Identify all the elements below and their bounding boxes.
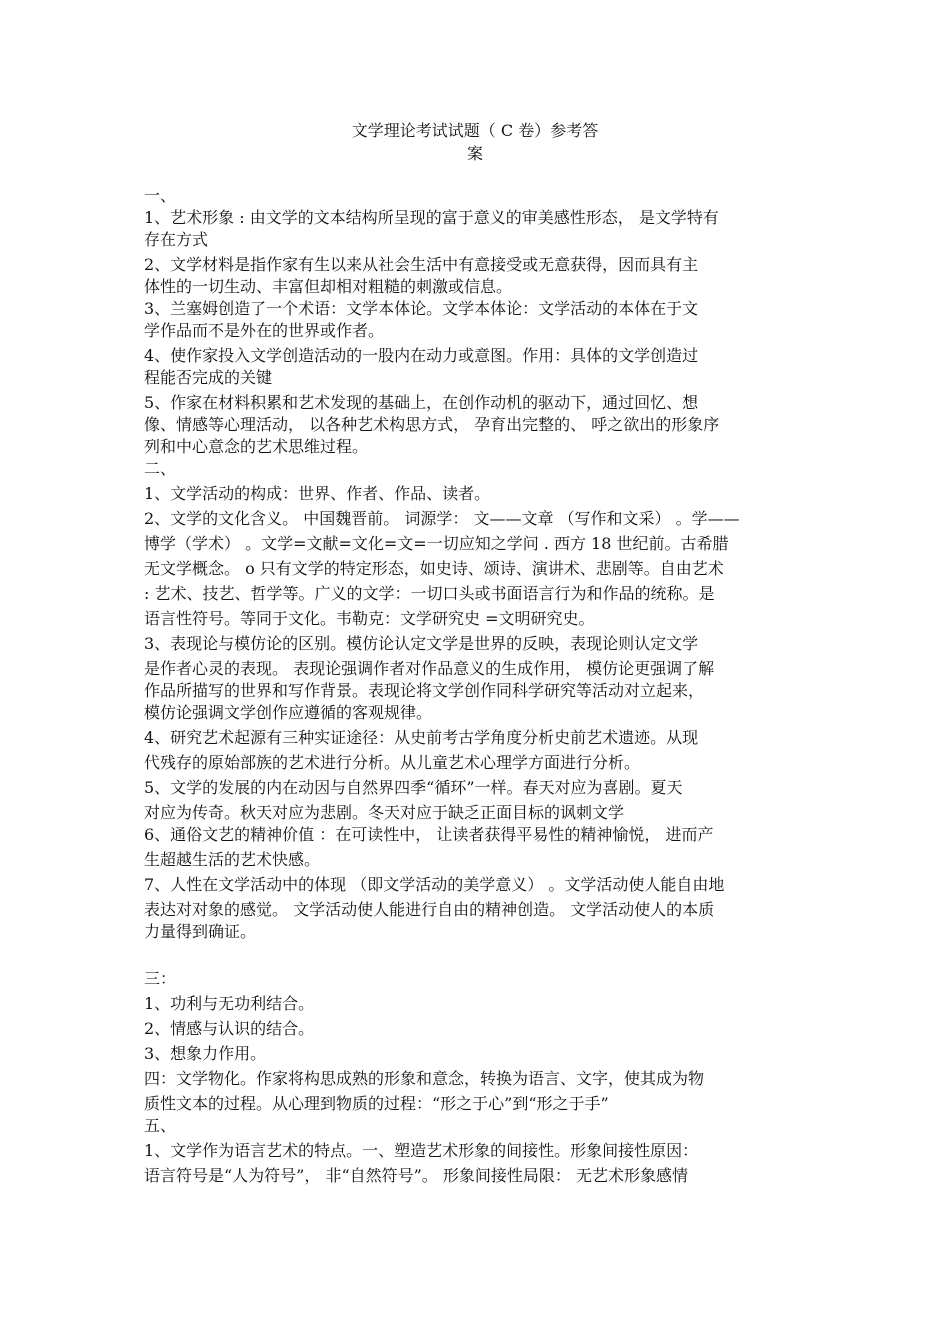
text-line: 2、文学的文化含义。 中国魏晋前。 词源学： 文——文章 （写作和文采） 。学—— bbox=[144, 509, 740, 528]
text-line bbox=[144, 943, 810, 965]
text-line: 学作品而不是外在的世界或作者。 bbox=[144, 321, 385, 340]
text-line: 1、功利与无功利结合。 bbox=[144, 994, 315, 1013]
text-line: 模仿论强调文学创作应遵循的客观规律。 bbox=[144, 703, 433, 722]
text-line: 语言性符号。等同于文化。韦勒克：文学研究史 =文明研究史。 bbox=[144, 609, 595, 628]
text-line: 语言符号是“人为符号”， 非“自然符号”。 形象间接性局限： 无艺术形象感情 bbox=[144, 1166, 688, 1185]
text-line: 二、 bbox=[144, 459, 177, 478]
text-line: 三： bbox=[144, 969, 177, 988]
text-line: 存在方式 bbox=[144, 230, 209, 249]
text-line: 像、情感等心理活动， 以各种艺术构思方式， 孕育出完整的、 呼之欲出的形象序 bbox=[144, 415, 720, 434]
text-line: 1、文学作为语言艺术的特点。一、塑造艺术形象的间接性。形象间接性原因： bbox=[144, 1141, 699, 1160]
text-line: 2、情感与认识的结合。 bbox=[144, 1019, 315, 1038]
text-line: 1、艺术形象 : 由文学的文本结构所呈现的富于意义的审美感性形态， 是文学特有 bbox=[144, 208, 719, 227]
text-line: 3、想象力作用。 bbox=[144, 1044, 267, 1063]
text-line: 2、文学材料是指作家有生以来从社会生活中有意接受或无意获得，因而具有主 bbox=[144, 255, 699, 274]
text-line: 力量得到确证。 bbox=[144, 922, 257, 941]
text-line: 4、使作家投入文学创造活动的一股内在动力或意图。作用：具体的文学创造过 bbox=[144, 346, 699, 365]
text-line: : 艺术、技艺、哲学等。广义的文学：一切口头或书面语言行为和作品的统称。是 bbox=[144, 584, 715, 603]
text-line: 列和中心意念的艺术思维过程。 bbox=[144, 437, 369, 456]
text-line: 表达对对象的感觉。 文学活动使人能进行自由的精神创造。 文学活动使人的本质 bbox=[144, 900, 715, 919]
text-line: 代残存的原始部族的艺术进行分析。从儿童艺术心理学方面进行分析。 bbox=[144, 753, 641, 772]
text-line: 7、人性在文学活动中的体现 （即文学活动的美学意义） 。文学活动使人能自由地 bbox=[144, 875, 725, 894]
document-body bbox=[144, 185, 810, 1187]
text-line: 一、 bbox=[144, 186, 177, 205]
text-line: 无文学概念。 o 只有文学的特定形态，如史诗、颂诗、演讲术、悲剧等。自由艺术 bbox=[144, 559, 724, 578]
page-title-line-2: 案 bbox=[466, 144, 483, 163]
text-line: 5、作家在材料积累和艺术发现的基础上，在创作动机的驱动下，通过回忆、想 bbox=[144, 393, 699, 412]
text-line: 四：文学物化。作家将构思成熟的形象和意念，转换为语言、文字，使其成为物 bbox=[144, 1069, 705, 1088]
text-line: 五、 bbox=[144, 1116, 177, 1135]
text-line: 1、文学活动的构成：世界、作者、作品、读者。 bbox=[144, 484, 491, 503]
text-line: 4、研究艺术起源有三种实证途径：从史前考古学角度分析史前艺术遗迹。从现 bbox=[144, 728, 699, 747]
text-line: 作品所描写的世界和写作背景。表现论将文学创作同科学研究等活动对立起来， bbox=[144, 681, 705, 700]
text-line: 质性文本的过程。从心理到物质的过程：“形之于心”到“形之于手” bbox=[144, 1094, 609, 1113]
text-line: 6、通俗文艺的精神价值 ：在可读性中， 让读者获得平易性的精神愉悦， 进而产 bbox=[144, 825, 714, 844]
text-line: 3、表现论与模仿论的区别。模仿论认定文学是世界的反映，表现论则认定文学 bbox=[144, 634, 699, 653]
page-title-line-1: 文学理论考试试题（ C 卷）参考答 bbox=[351, 121, 599, 140]
text-line: 是作者心灵的表现。 表现论强调作者对作品意义的生成作用， 模仿论更强调了解 bbox=[144, 659, 715, 678]
text-line: 博学（学术） 。文学=文献=文化=文=一切应知之学问 . 西方 18 世纪前。古希腊 bbox=[144, 534, 729, 553]
text-line: 程能否完成的关键 bbox=[144, 368, 273, 387]
text-line: 体性的一切生动、丰富但却相对粗糙的刺激或信息。 bbox=[144, 277, 513, 296]
text-line: 对应为传奇。秋天对应为悲剧。冬天对应于缺乏正面目标的讽刺文学 bbox=[144, 803, 625, 822]
text-line: 3、兰塞姆创造了一个术语：文学本体论。文学本体论：文学活动的本体在于文 bbox=[144, 299, 699, 318]
text-line: 5、文学的发展的内在动因与自然界四季“循环”一样。春天对应为喜剧。夏天 bbox=[144, 778, 683, 797]
text-line: 生超越生活的艺术快感。 bbox=[144, 850, 321, 869]
